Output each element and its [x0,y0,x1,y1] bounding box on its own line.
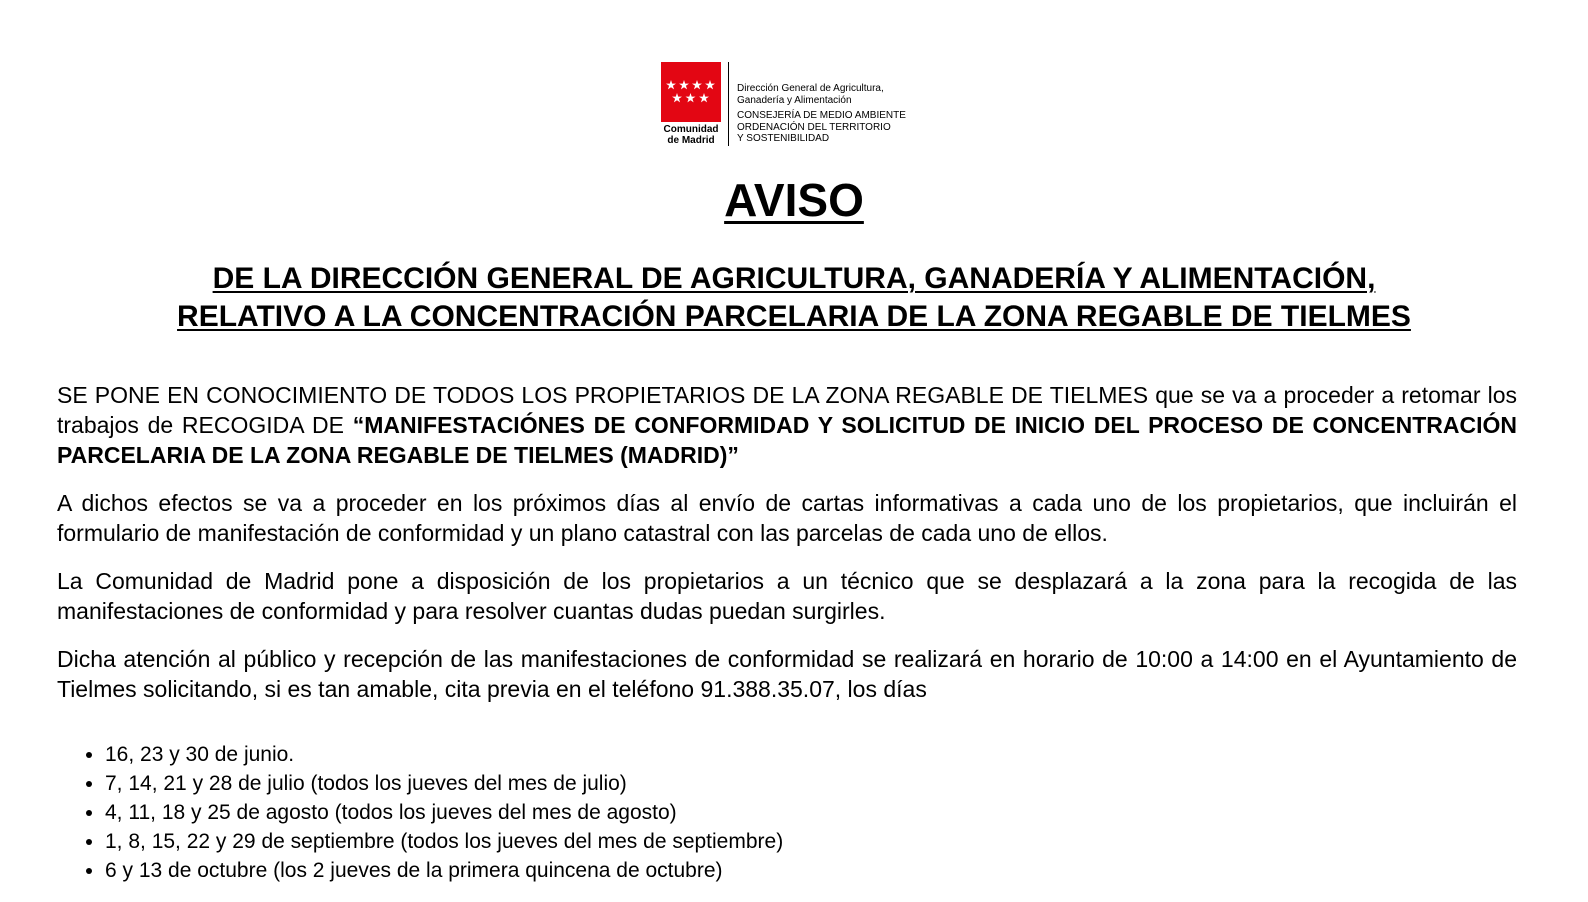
paragraph-1 [57,380,1517,470]
list-item: • 4, 11, 18 y 25 de agosto (todos los jueves del mes de agosto) [105,798,1517,827]
header-divider [728,62,729,146]
list-item: • 16, 23 y 30 de junio. [105,740,1517,769]
header-logo-block [660,62,906,146]
paragraph-4: Dicha atención al público y recepción de las manifestaciones de conformidad se realizará en horario de 10:00 a 14:00 en el Ayuntamiento de Tielmes solicitando, si es tan amable, cita previa en el teléfono 91.388.35.07, los días [57,646,1517,702]
list-item: • 7, 14, 21 y 28 de julio (todos los jueves del mes de julio) [105,769,1517,798]
list-item: • 1, 8, 15, 22 y 29 de septiembre (todos los jueves del mes de septiembre) [105,827,1517,856]
paragraph-2: A dichos efectos se va a proceder en los próximos días al envío de cartas informativas a cada uno de los propietarios, que incluirán el formulario de manifestación de conformidad y un plano catastral con las parcelas de cada uno de ellos. [57,490,1517,546]
dept-line-3: CONSEJERÍA DE MEDIO AMBIENTE [737,110,906,121]
logo-wordmark [664,124,719,146]
page-title: AVISO [724,174,864,226]
logo-line-2: de Madrid [667,135,715,146]
comunidad-madrid-logo [660,62,722,146]
subtitle-line-1: DE LA DIRECCIÓN GENERAL DE AGRICULTURA, GANADERÍA Y ALIMENTACIÓN, [212,262,1376,295]
notice-body [57,380,1517,885]
dept-line-2: Ganadería y Alimentación [737,94,852,106]
madrid-flag-icon [661,62,721,122]
subtitle [40,260,1548,336]
list-item: • 6 y 13 de octubre (los 2 jueves de la primera quincena de octubre) [105,856,1517,885]
subtitle-line-2: RELATIVO A LA CONCENTRACIÓN PARCELARIA DE LA ZONA REGABLE DE TIELMES [177,300,1411,333]
logo-line-1: Comunidad [663,124,719,135]
dept-line-4: ORDENACIÓN DEL TERRITORIO [737,121,891,133]
department-text [737,62,906,145]
paragraph-1-bold: “MANIFESTACIÓNES DE CONFORMIDAD Y SOLICITUD DE INICIO DEL PROCESO DE CONCENTRACIÓN PARCELARIA DE LA ZONA REGABLE DE TIELMES (MADRID)” [57,412,1517,468]
dates-list [57,740,1517,885]
paragraph-3: La Comunidad de Madrid pone a disposición de los propietarios a un técnico que se desplazará a la zona para la recogida de las manifestaciones de conformidad y para resolver cuantas dudas puedan surgirles. [57,568,1517,624]
dept-line-5: Y SOSTENIBILIDAD [737,133,830,144]
paragraph-1-text: SE PONE EN CONOCIMIENTO DE TODOS LOS PROPIETARIOS DE LA ZONA REGABLE DE TIELMES que se va a proceder a retomar los trabajos de RECOGIDA DE [57,382,1517,438]
dept-line-1: Dirección General de Agricultura, [737,83,884,94]
